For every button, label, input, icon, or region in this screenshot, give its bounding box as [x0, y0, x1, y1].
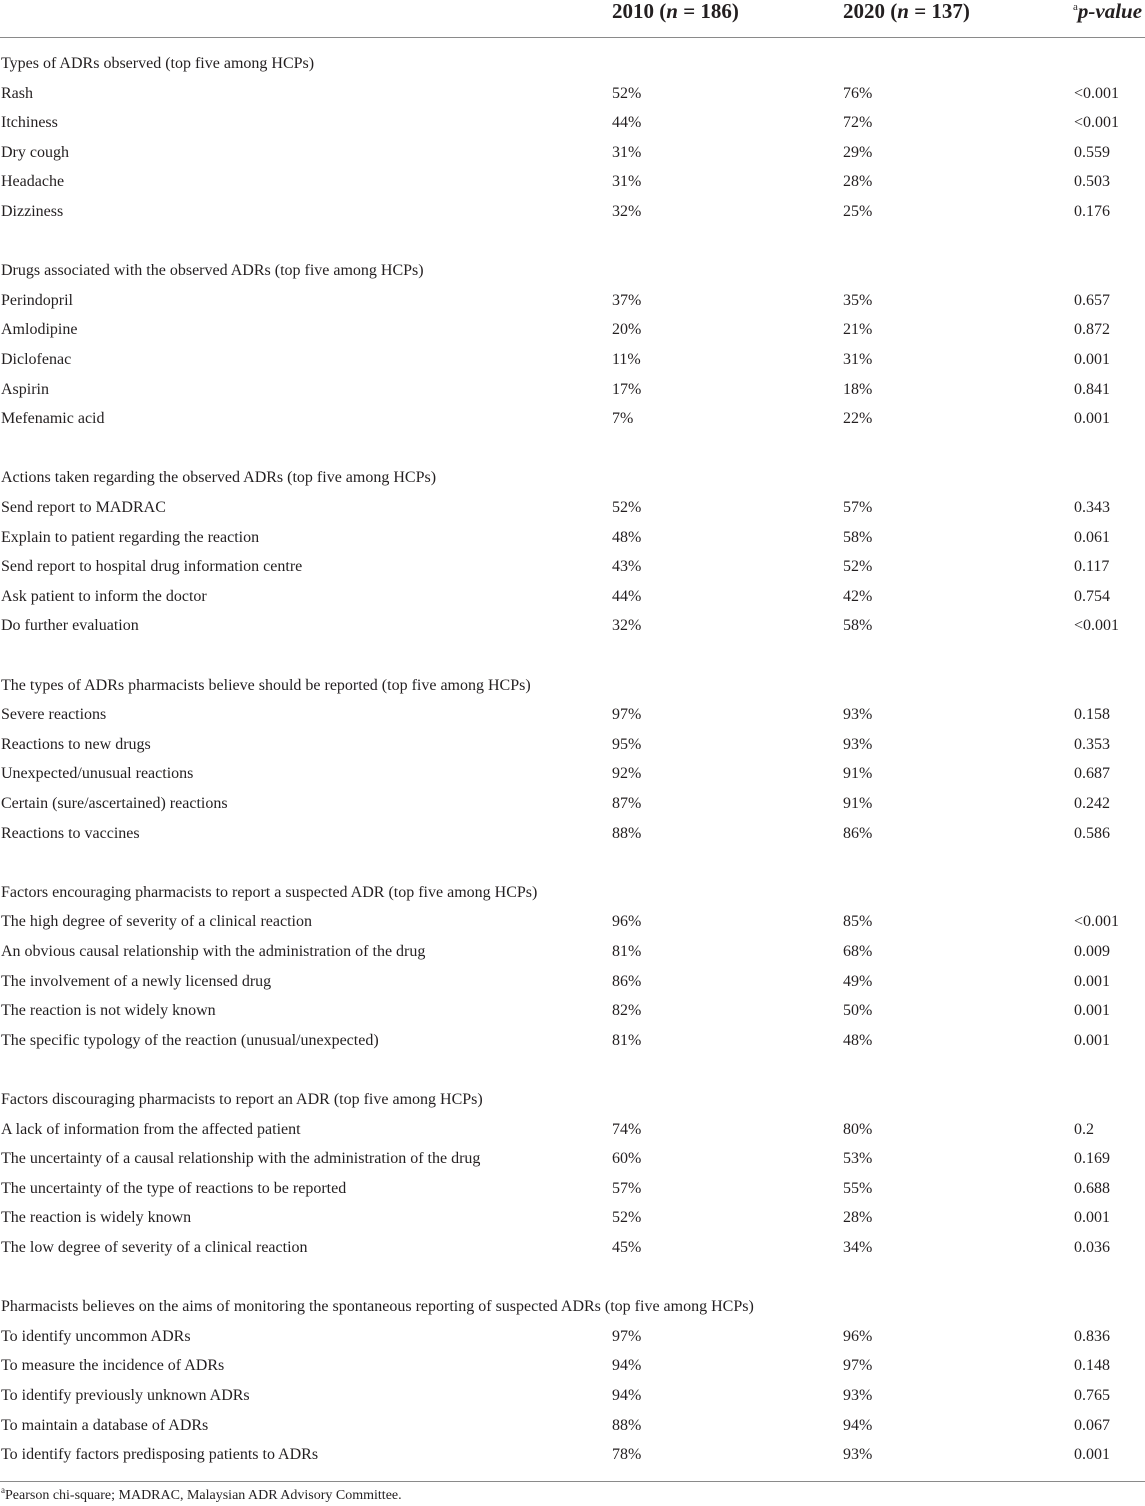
row-label: An obvious causal relationship with the administration of the drug — [1, 943, 426, 960]
cell-p-value: 0.586 — [1074, 824, 1110, 842]
cell-p-value: 0.343 — [1074, 499, 1110, 516]
cell-2010: 48% — [612, 528, 642, 546]
cell-2010: 82% — [612, 1002, 642, 1020]
row-label: Perindopril — [1, 291, 73, 309]
cell-2010: 20% — [612, 321, 642, 339]
row-label: To maintain a database of ADRs — [1, 1416, 209, 1434]
cell-p-value: 0.001 — [1074, 351, 1110, 368]
cell-p-value: <0.001 — [1074, 114, 1120, 132]
cell-2010: 17% — [612, 380, 642, 398]
cell-2020: 49% — [843, 972, 873, 990]
table-row — [0, 703, 1145, 727]
section-title-text: The types of ADRs pharmacists believe should be reported (top five among HCPs) — [1, 676, 531, 694]
table-row — [0, 111, 1145, 135]
row-label: Itchiness — [1, 114, 58, 132]
cell-2010: 32% — [612, 617, 642, 635]
table-row — [0, 289, 1145, 313]
cell-2020: 28% — [843, 1209, 873, 1227]
row-label: The uncertainty of a causal relationship with the administration of the drug — [1, 1150, 481, 1168]
cell-p-value: 0.117 — [1074, 558, 1110, 576]
cell-2020: 76% — [843, 84, 873, 102]
table-row — [0, 141, 1145, 165]
cell-p-value: 0.158 — [1074, 706, 1110, 724]
table-row — [0, 1147, 1145, 1171]
table-row — [0, 1029, 1145, 1053]
row-label: The high degree of severity of a clinical reaction — [1, 913, 312, 931]
cell-p-value: 0.687 — [1074, 765, 1110, 783]
cell-2020: 96% — [843, 1327, 873, 1345]
table-row — [0, 822, 1145, 846]
row-label: Explain to patient regarding the reaction — [1, 528, 260, 546]
cell-2010: 60% — [612, 1150, 642, 1168]
cell-2020: 35% — [843, 291, 873, 309]
cell-p-value: 0.2 — [1074, 1120, 1094, 1138]
section-title-text: Pharmacists believes on the aims of monitoring the spontaneous reporting of suspected ADRs (top five among HCPs) — [1, 1298, 754, 1316]
cell-p-value: 0.765 — [1074, 1387, 1110, 1404]
table-row — [0, 1384, 1145, 1408]
cell-2010: 52% — [612, 1209, 642, 1227]
cell-p-value: 0.754 — [1074, 587, 1110, 605]
footnote: $^a$Pearson chi-square; MADRAC, Malaysian ADR Advisory Committee. — [1, 1485, 402, 1503]
section-title-text: Actions taken regarding the observed ADRs (top five among HCPs) — [1, 469, 437, 487]
table-row — [0, 407, 1145, 431]
table-row — [0, 1414, 1145, 1438]
row-label: Unexpected/unusual reactions — [1, 765, 194, 783]
cell-2020: 57% — [843, 499, 873, 516]
row-label: Severe reactions — [1, 706, 107, 724]
cell-2020: 93% — [843, 1446, 873, 1464]
table-row — [0, 170, 1145, 194]
row-label: Reactions to new drugs — [1, 735, 151, 753]
cell-2010: 52% — [612, 499, 642, 516]
cell-2010: 37% — [612, 291, 642, 309]
cell-2010: 74% — [612, 1120, 642, 1138]
cell-2020: 58% — [843, 617, 873, 635]
table-row — [0, 496, 1145, 520]
section-title-text: Factors discouraging pharmacists to report an ADR (top five among HCPs) — [1, 1091, 483, 1108]
cell-2020: 29% — [843, 143, 873, 161]
row-label: Send report to MADRAC — [1, 499, 166, 516]
row-label: Diclofenac — [1, 351, 72, 368]
row-label: To identify previously unknown ADRs — [1, 1387, 250, 1404]
cell-2020: 85% — [843, 913, 873, 931]
cell-p-value: 0.503 — [1074, 173, 1110, 191]
cell-2010: 87% — [612, 795, 642, 812]
cell-2010: 32% — [612, 203, 642, 220]
table-row — [0, 910, 1145, 934]
table-row — [0, 1177, 1145, 1201]
section-title — [0, 259, 1145, 283]
cell-p-value: 0.001 — [1074, 1209, 1110, 1227]
cell-2010: 43% — [612, 558, 642, 576]
bottom-rule — [0, 1481, 1145, 1482]
row-label: Certain (sure/ascertained) reactions — [1, 795, 228, 812]
cell-p-value: 0.353 — [1074, 735, 1110, 753]
cell-p-value: 0.001 — [1074, 1002, 1110, 1020]
header-p-value: $^a$p-value — [1073, 0, 1143, 23]
cell-2020: 93% — [843, 1387, 873, 1404]
cell-p-value: 0.001 — [1074, 1031, 1110, 1049]
row-label: Headache — [1, 173, 65, 191]
cell-2020: 53% — [843, 1150, 873, 1168]
cell-p-value: 0.036 — [1074, 1239, 1110, 1256]
cell-2010: 81% — [612, 943, 642, 960]
cell-p-value: <0.001 — [1074, 84, 1120, 102]
cell-2010: 57% — [612, 1179, 642, 1197]
cell-2010: 88% — [612, 1416, 642, 1434]
section-title — [0, 674, 1145, 698]
cell-2020: 93% — [843, 735, 873, 753]
table-row — [0, 200, 1145, 224]
cell-2010: 44% — [612, 587, 642, 605]
cell-2020: 94% — [843, 1416, 873, 1434]
cell-p-value: 0.001 — [1074, 410, 1110, 428]
section-title — [0, 466, 1145, 490]
cell-2020: 68% — [843, 943, 873, 960]
table-row — [0, 348, 1145, 372]
cell-2020: 50% — [843, 1002, 873, 1020]
cell-2010: 94% — [612, 1387, 642, 1404]
row-label: Reactions to vaccines — [1, 824, 140, 842]
row-label: Ask patient to inform the doctor — [1, 587, 207, 605]
cell-2010: 7% — [612, 410, 634, 428]
cell-2020: 28% — [843, 173, 873, 191]
row-label: The specific typology of the reaction (unusual/unexpected) — [1, 1031, 379, 1049]
cell-2010: 95% — [612, 735, 642, 753]
table-row — [0, 585, 1145, 609]
cell-2010: 97% — [612, 706, 642, 724]
table-row — [0, 555, 1145, 579]
table-row — [0, 1206, 1145, 1230]
cell-p-value: 0.836 — [1074, 1327, 1110, 1345]
row-label: The uncertainty of the type of reactions to be reported — [1, 1179, 347, 1197]
cell-p-value: 0.559 — [1074, 143, 1110, 161]
row-label: Dry cough — [1, 143, 69, 161]
cell-2020: 91% — [843, 795, 873, 812]
cell-2010: 31% — [612, 173, 642, 191]
table-row — [0, 614, 1145, 638]
row-label: Do further evaluation — [1, 617, 139, 635]
table-row — [0, 733, 1145, 757]
row-label: The low degree of severity of a clinical reaction — [1, 1239, 308, 1256]
cell-p-value: <0.001 — [1074, 617, 1120, 635]
table-row — [0, 82, 1145, 106]
cell-2010: 11% — [612, 351, 641, 368]
cell-p-value: 0.872 — [1074, 321, 1110, 339]
row-label: Dizziness — [1, 203, 64, 220]
cell-2020: 86% — [843, 824, 873, 842]
row-label: Rash — [1, 84, 33, 102]
table-row — [0, 999, 1145, 1023]
row-label: Send report to hospital drug information centre — [1, 558, 303, 576]
row-label: The reaction is not widely known — [1, 1002, 216, 1020]
row-label: A lack of information from the affected patient — [1, 1120, 301, 1138]
table-row — [0, 1236, 1145, 1260]
cell-2020: 91% — [843, 765, 873, 783]
cell-2010: 52% — [612, 84, 642, 102]
cell-2020: 80% — [843, 1120, 873, 1138]
cell-p-value: 0.242 — [1074, 795, 1110, 812]
section-title-text: Drugs associated with the observed ADRs (top five among HCPs) — [1, 262, 424, 280]
cell-2020: 58% — [843, 528, 873, 546]
cell-2020: 93% — [843, 706, 873, 724]
table-header — [0, 0, 1145, 38]
table-row — [0, 378, 1145, 402]
cell-2010: 86% — [612, 972, 642, 990]
row-label: Aspirin — [1, 380, 49, 398]
cell-p-value: 0.009 — [1074, 943, 1110, 960]
section-title — [0, 881, 1145, 905]
row-label: To measure the incidence of ADRs — [1, 1357, 225, 1375]
cell-p-value: 0.001 — [1074, 1446, 1110, 1464]
cell-2010: 96% — [612, 913, 642, 931]
cell-2010: 94% — [612, 1357, 642, 1375]
cell-2020: 42% — [843, 587, 873, 605]
cell-p-value: 0.148 — [1074, 1357, 1110, 1375]
cell-2020: 18% — [843, 380, 873, 398]
cell-2010: 92% — [612, 765, 642, 783]
cell-2020: 21% — [843, 321, 873, 339]
cell-2010: 88% — [612, 824, 642, 842]
cell-2010: 45% — [612, 1239, 642, 1256]
cell-2020: 25% — [843, 203, 873, 220]
section-title-text: Factors encouraging pharmacists to report a suspected ADR (top five among HCPs) — [1, 883, 538, 901]
cell-2020: 34% — [843, 1239, 873, 1256]
table-row — [0, 792, 1145, 816]
cell-p-value: 0.067 — [1074, 1416, 1110, 1434]
table-row — [0, 1118, 1145, 1142]
cell-2020: 72% — [843, 114, 873, 132]
table-row — [0, 526, 1145, 550]
table-row — [0, 970, 1145, 994]
cell-2010: 78% — [612, 1446, 642, 1464]
row-label: Amlodipine — [1, 321, 78, 339]
cell-2020: 55% — [843, 1179, 873, 1197]
row-label: To identify uncommon ADRs — [1, 1327, 191, 1345]
cell-2020: 97% — [843, 1357, 873, 1375]
section-title — [0, 52, 1145, 76]
cell-p-value: 0.657 — [1074, 291, 1110, 309]
header-2020: 2020 (n = 137) — [843, 0, 970, 23]
header-2010: 2010 (n = 186) — [612, 0, 739, 23]
table-row — [0, 1354, 1145, 1378]
cell-p-value: <0.001 — [1074, 913, 1120, 931]
cell-2020: 52% — [843, 558, 873, 576]
row-label: The reaction is widely known — [1, 1209, 192, 1227]
row-label: To identify factors predisposing patients to ADRs — [1, 1446, 319, 1464]
cell-2010: 97% — [612, 1327, 642, 1345]
table-row — [0, 940, 1145, 964]
cell-2020: 22% — [843, 410, 873, 428]
cell-p-value: 0.176 — [1074, 203, 1110, 220]
cell-2010: 31% — [612, 143, 642, 161]
cell-p-value: 0.841 — [1074, 380, 1110, 398]
table-row — [0, 318, 1145, 342]
table-row — [0, 762, 1145, 786]
cell-2020: 31% — [843, 351, 873, 368]
cell-2010: 44% — [612, 114, 642, 132]
cell-p-value: 0.001 — [1074, 972, 1110, 990]
cell-2020: 48% — [843, 1031, 873, 1049]
cell-p-value: 0.169 — [1074, 1150, 1110, 1168]
row-label: The involvement of a newly licensed drug — [1, 972, 272, 990]
section-title — [0, 1295, 1145, 1319]
table-row — [0, 1325, 1145, 1349]
cell-p-value: 0.061 — [1074, 528, 1110, 546]
section-title — [0, 1088, 1145, 1112]
cell-2010: 81% — [612, 1031, 642, 1049]
table-row — [0, 1443, 1145, 1467]
section-title-text: Types of ADRs observed (top five among HCPs) — [1, 55, 315, 72]
row-label: Mefenamic acid — [1, 410, 105, 428]
cell-p-value: 0.688 — [1074, 1179, 1110, 1197]
